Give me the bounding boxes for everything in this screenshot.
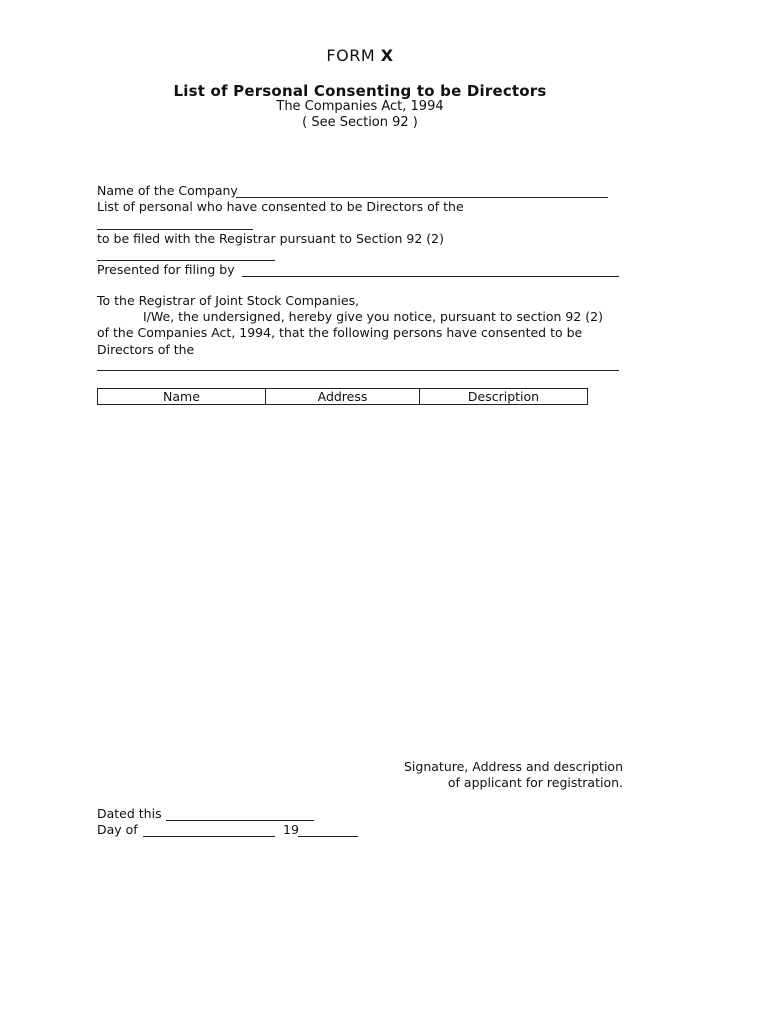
form-prefix: FORM (326, 46, 376, 65)
day-label: Day of (97, 822, 138, 837)
table-header-name: Name (98, 389, 266, 404)
company-name-blank[interactable] (236, 197, 608, 198)
dated-blank[interactable] (166, 820, 314, 821)
presented-by-blank[interactable] (242, 276, 619, 277)
presented-label: Presented for filing by (97, 262, 235, 277)
signature-line-2: of applicant for registration. (447, 775, 623, 790)
filed-line: to be filed with the Registrar pursuant to Section 92 (2) (97, 231, 445, 246)
document-title: List of Personal Consenting to be Directors (173, 82, 547, 100)
filed-blank[interactable] (97, 260, 275, 261)
notice-line-1: I/We, the undersigned, hereby give you notice, pursuant to section 92 (2) (143, 309, 603, 324)
form-letter: X (380, 46, 394, 65)
table-header-address: Address (266, 389, 420, 404)
directors-table-header (97, 388, 588, 405)
day-blank[interactable] (143, 836, 275, 837)
consented-line: List of personal who have consented to be Directors of the (97, 199, 464, 214)
year-blank[interactable] (298, 836, 358, 837)
company-name-label: Name of the Company (97, 183, 238, 198)
directors-of-blank[interactable] (97, 370, 619, 371)
consented-company-blank[interactable] (97, 229, 253, 230)
year-label: 19 (283, 822, 299, 837)
dated-label: Dated this (97, 806, 162, 821)
form-title (0, 46, 720, 65)
act-reference: The Companies Act, 1994 (276, 99, 444, 114)
table-header-description: Description (467, 389, 540, 404)
notice-line-3: Directors of the (97, 342, 195, 357)
notice-line-2: of the Companies Act, 1994, that the following persons have consented to be (97, 325, 583, 340)
addressee-line: To the Registrar of Joint Stock Companies, (97, 293, 360, 308)
section-reference: ( See Section 92 ) (302, 115, 418, 130)
signature-line-1: Signature, Address and description (404, 759, 623, 774)
